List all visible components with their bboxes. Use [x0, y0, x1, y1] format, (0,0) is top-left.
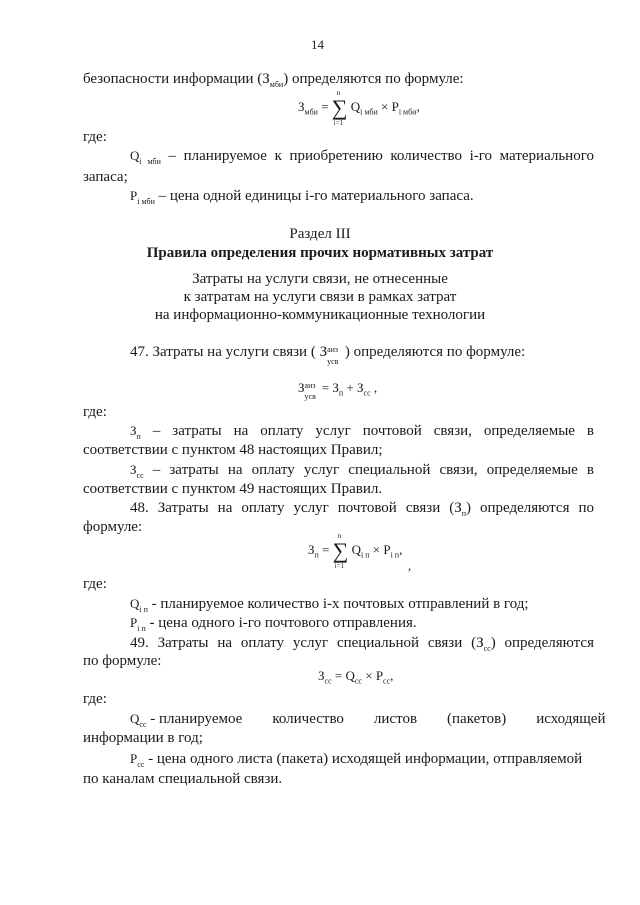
paragraph-48: 48. Затраты на оплату услуг почтовой связи $(З_п)$ определяются по [130, 500, 594, 518]
def-p-ss: $P_{сс}$ - цена одного листа (пакета) исходящей информации, отправляемой [130, 751, 583, 769]
subsection-title-line-3: на информационно-коммуникационные технологии [154, 307, 486, 323]
def-z-p-cont: соответствии с пунктом 48 настоящих Правил; [83, 442, 383, 458]
formula-mbi: $З_{мби}$ = ∑ n i=1 $Q_{i мби} \times P_{i мби}$, [298, 89, 420, 127]
paragraph-48-cont: формуле: [83, 519, 143, 535]
section-number: Раздел III [289, 226, 351, 242]
gde-label-1: где: [83, 129, 107, 145]
def-q-ss-cont: информации в год; [83, 730, 203, 746]
def-q-mbi: $Q_{i мби}$ – планируемое к приобретению количество i-го материального [130, 148, 594, 166]
def-q-ip: $Q_{i п}$ - планируемое количество i-х почтовых отправлений в год; [130, 596, 529, 614]
def-p-mbi: $P_{i мби}$ – цена одной единицы i-го материального запаса. [130, 188, 474, 206]
subsection-title-line-2: к затратам на услуги связи в рамках затрат [183, 289, 457, 305]
paragraph-49: 49. Затраты на оплату услуг специальной связи $(З_{сс})$ определяются [130, 635, 594, 653]
formula-ss: $З_{сс} = Q_{сс} \times P_{сс}$, [318, 668, 394, 686]
gde-label-4: где: [83, 691, 107, 707]
paragraph-47: 47. Затраты на услуги связи ( З аиз усв ) определяются по формуле: [130, 344, 526, 366]
def-q-ss: $Q_{сс}$ - планируемое количество листов (пакетов) исходящей [130, 711, 606, 729]
stray-comma: , [408, 558, 412, 573]
gde-label-2: где: [83, 404, 107, 420]
section-title: Правила определения прочих нормативных затрат [146, 245, 494, 261]
def-p-ip: $P_{i п}$ - цена одного i-го почтового отправления. [130, 615, 417, 633]
page-number: 14 [311, 37, 324, 52]
subsection-title-line-1: Затраты на услуги связи, не отнесенные [192, 271, 448, 287]
def-z-p: $З_п$ – затраты на оплату услуг почтовой связи, определяемые в [130, 423, 595, 441]
gde-label-3: где: [83, 576, 107, 592]
def-z-ss: $З_{сс}$ – затраты на оплату услуг специальной связи, определяемые в [130, 462, 594, 480]
paragraph-49-cont: по формуле: [83, 653, 162, 669]
intro-line: безопасности информации $(З_{мби})$ определяются по формуле: [83, 71, 464, 89]
def-p-ss-cont: по каналам специальной связи. [83, 771, 283, 787]
def-q-mbi-cont: запаса; [83, 169, 128, 185]
def-z-ss-cont: соответствии с пунктом 49 настоящих Правил. [83, 481, 383, 497]
formula-usv: З аиз усв = $З_п + З_{сс}$ , [298, 380, 378, 401]
formula-p: $З_п$ = ∑ n i=1 $Q_{i п} \times P_{i п}$, [308, 532, 403, 570]
